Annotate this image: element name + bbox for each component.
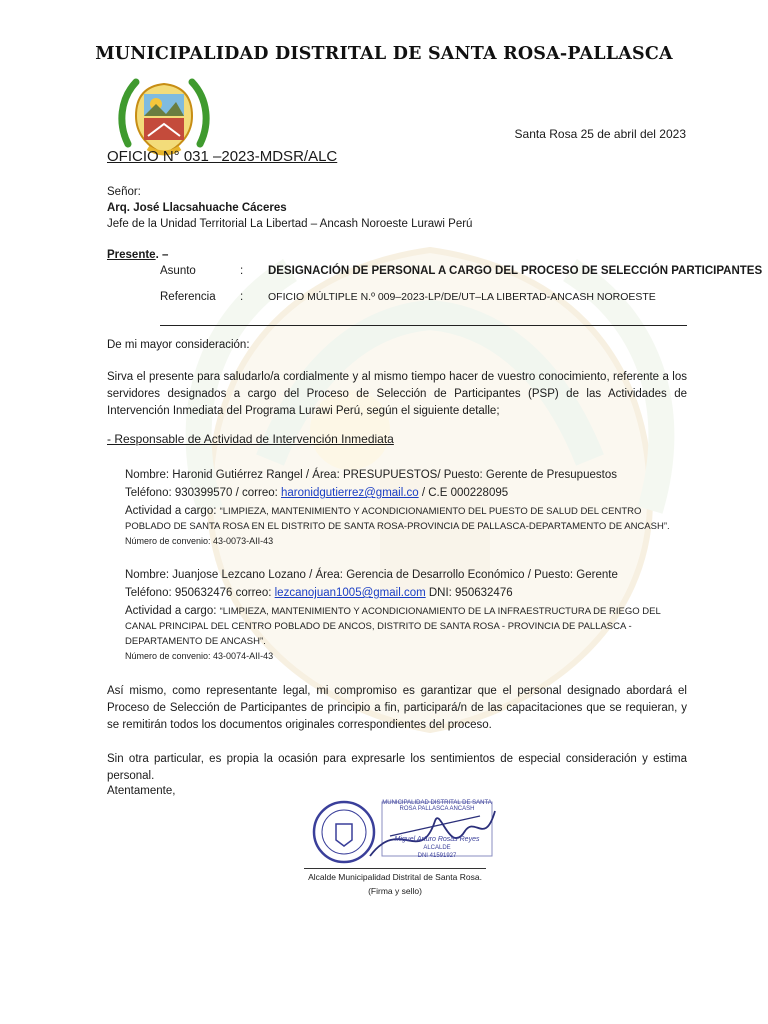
person-activity [125, 504, 687, 534]
person-contact [125, 584, 687, 602]
stamp-text: MUNICIPALIDAD DISTRITAL DE SANTA ROSA PALLASCA ANCASH [382, 800, 492, 812]
signature-caption: Alcalde Municipalidad Distrital de Santa Rosa. [308, 872, 482, 882]
asunto-label: Asunto [160, 265, 196, 277]
activity-label: Actividad a cargo: [125, 605, 220, 617]
presente-line [107, 249, 168, 261]
person-activity [125, 604, 687, 649]
person-id: / C.E 000228095 [418, 487, 509, 499]
presente-suffix: . – [155, 249, 169, 261]
section-title: - Responsable de Actividad de Intervención Inmediata [107, 432, 394, 446]
activity-label: Actividad a cargo: [125, 505, 220, 517]
person-entry [125, 466, 687, 549]
oficio-number: OFICIO N° 031 –2023-MDSR/ALC [107, 148, 338, 165]
page-title: MUNICIPALIDAD DISTRITAL DE SANTA ROSA-PALLASCA [95, 44, 673, 64]
person-details: Nombre: Juanjose Lezcano Lozano / Área: Gerencia de Desarrollo Económico / Puesto: Gerente [125, 569, 618, 581]
person-phone: Teléfono: 950632476 correo: [125, 587, 275, 599]
greeting: De mi mayor consideración: [107, 339, 250, 351]
email-link[interactable]: haronidgutierrez@gmail.co [281, 487, 419, 499]
person-phone: Teléfono: 930399570 / correo: [125, 487, 282, 499]
referencia-label: Referencia [160, 291, 216, 303]
signature-line [304, 868, 486, 869]
signature-subcaption: (Firma y sello) [368, 886, 422, 896]
referencia-value: OFICIO MÚLTIPLE N.º 009–2023-LP/DE/UT–LA LIBERTAD-ANCASH NOROESTE [268, 291, 656, 303]
addressee-name: Arq. José Llacsahuache Cáceres [107, 202, 287, 214]
closing-paragraph: Así mismo, como representante legal, mi compromiso es garantizar que el personal designado abordará el Proceso de Selección de Participantes de principio a fin, participará/n de las capacitaciones que se requieran, y se remitirán todos los documentos originales correspondientes del proceso. [107, 685, 687, 731]
person-id: DNI: 950632476 [425, 587, 513, 599]
person-entry [125, 566, 687, 664]
asunto-value: DESIGNACIÓN DE PERSONAL A CARGO DEL PROCESO DE SELECCIÓN PARTICIPANTES [268, 265, 763, 277]
person-details: Nombre: Haronid Gutiérrez Rangel / Área: PRESUPUESTOS/ Puesto: Gerente de Presupuestos [125, 469, 617, 481]
agreement-number: Número de convenio: 43-0074-AII-43 [125, 651, 274, 661]
courtesy-paragraph: Sin otra particular, es propia la ocasión para expresarle los sentimientos de especial consideración y estima personal. [107, 753, 687, 782]
salutation: Señor: [107, 186, 141, 198]
agreement-number: Número de convenio: 43-0073-AII-43 [125, 536, 274, 546]
email-link[interactable]: lezcanojuan1005@gmail.com [274, 587, 426, 599]
person-contact [125, 484, 687, 502]
presente-label: Presente [107, 249, 156, 261]
document-date: Santa Rosa 25 de abril del 2023 [514, 127, 686, 141]
stamp-signer-dni: DNI 41591927 [417, 853, 457, 859]
asunto-colon: : [240, 265, 244, 277]
farewell: Atentamente, [107, 785, 176, 797]
stamp-signer-name: Miguel Arturo Rosas Reyes [394, 836, 480, 843]
activity-text: “LIMPIEZA, MANTENIMIENTO Y ACONDICIONAMIENTO DEL PUESTO DE SALUD DEL CENTRO POBLADO DE SANTA ROSA EN EL DISTRITO DE SANTA ROSA-PROVINCIA DE PALLASCA-DEPARTAMENTO DE ANCASH”. [125, 506, 670, 532]
referencia-colon: : [240, 291, 244, 303]
subject-divider [160, 325, 687, 326]
activity-text: “LIMPIEZA, MANTENIMIENTO Y ACONDICIONAMIENTO DE LA INFRAESTRUCTURA DE RIEGO DEL CANAL PRINCIPAL DEL CENTRO POBLADO DE ANCOS, DISTRITO DE SANTA ROSA - PROVINCIA DE PALLASCA - DEPARTAMENTO DE ANCASH”. [125, 606, 661, 647]
stamp-signer-role: ALCALDE [423, 845, 451, 851]
addressee-role: Jefe de la Unidad Territorial La Libertad – Ancash Noroeste Lurawi Perú [107, 218, 473, 230]
intro-paragraph: Sirva el presente para saludarlo/a cordialmente y al mismo tiempo hacer de vuestro conocimiento, referente a los servidores designados a cargo del Proceso de Selección de Participantes (PSP) de las Actividades de Intervención Inmediata del Programa Lurawi Perú, según el siguiente detalle; [107, 371, 687, 417]
